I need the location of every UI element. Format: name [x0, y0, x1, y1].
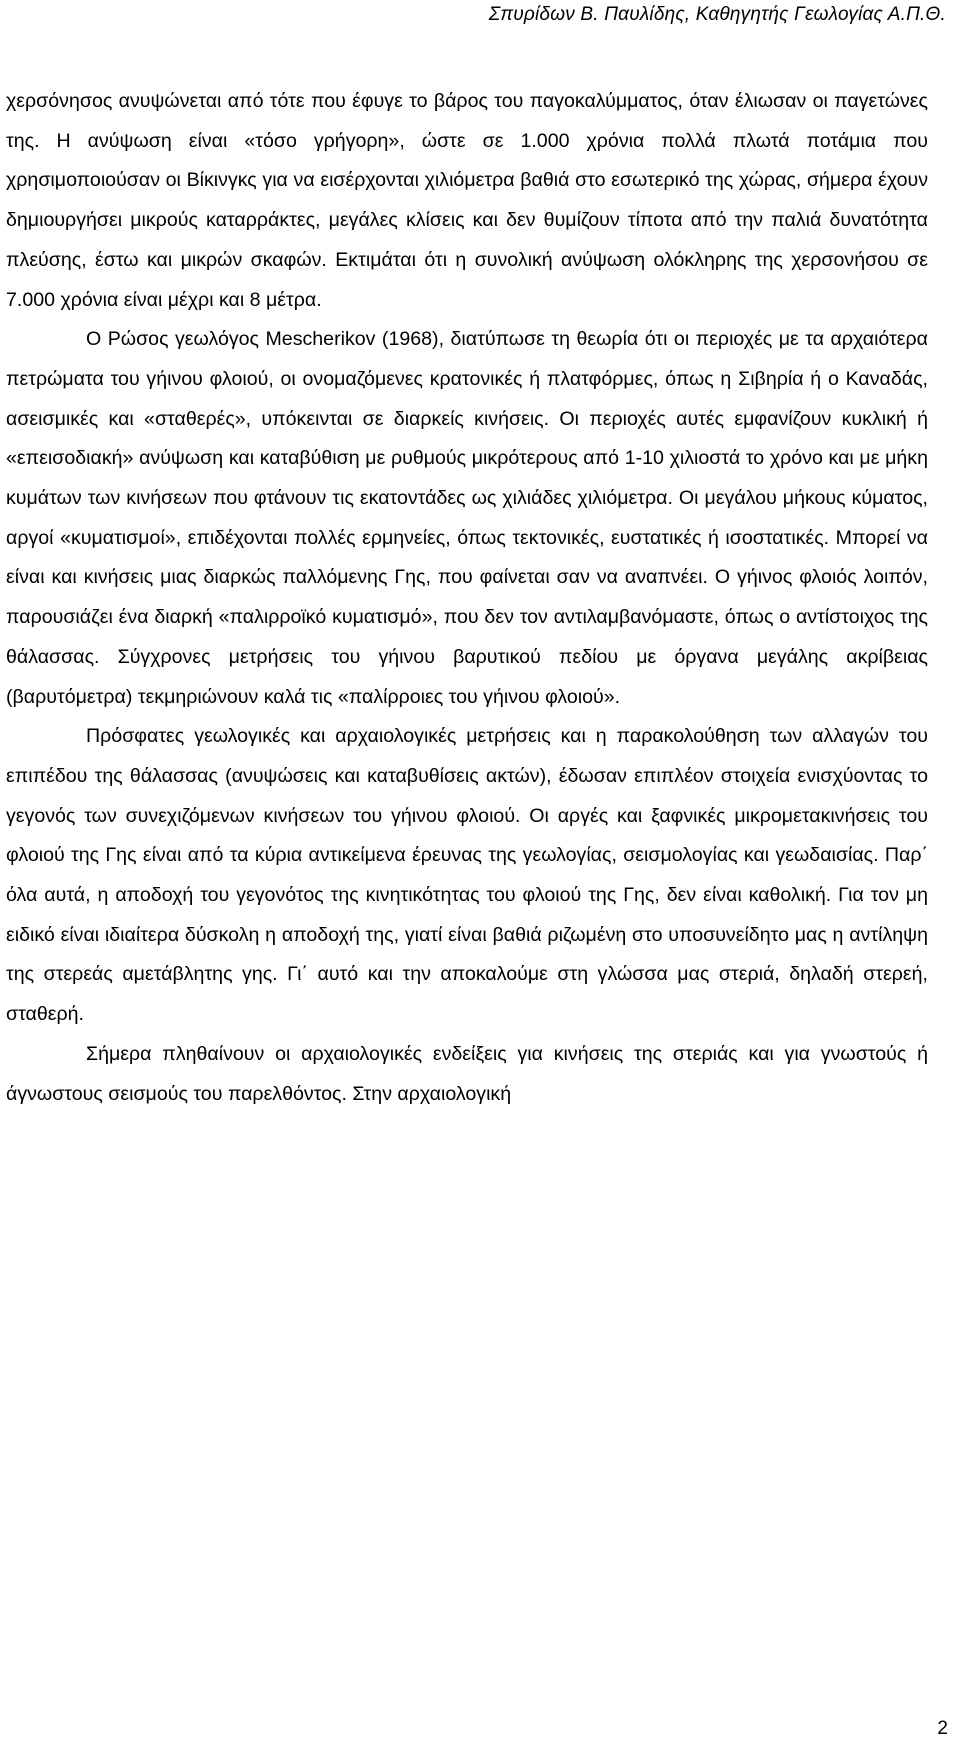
running-header: Σπυρίδων Β. Παυλίδης, Καθηγητής Γεωλογίας Α.Π.Θ. [488, 4, 946, 25]
paragraph-mescherikov: Ο Ρώσος γεωλόγος Mescherikov (1968), διατύπωσε τη θεωρία ότι οι περιοχές με τα αρχαιότερα πετρώματα του γήινου φλοιού, οι ονομαζόμενες κρατονικές ή πλατφόρμες, όπως η Σιβηρία ή ο Καναδάς, ασεισμικές και «σταθερές», υπόκεινται σε διαρκείς κινήσεις. Οι περιοχές αυτές εμφανίζουν κυκλική ή «επεισοδιακή» ανύψωση και καταβύθιση με ρυθμούς μικρότερους από 1-10 χιλιοστά το χρόνο και με μήκη κυμάτων των κινήσεων που φτάνουν τις εκατοντάδες ως χιλιάδες χιλιόμετρα. Οι μεγάλου μήκους κύματος, αργοί «κυματισμοί», επιδέχονται πολλές ερμηνείες, όπως τεκτονικές, ευστατικές ή ισοστατικές. Μπορεί να είναι και κινήσεις μιας διαρκώς παλλόμενης Γης, που φαίνεται σαν να αναπνέει. Ο γήινος φλοιός λοιπόν, παρουσιάζει ένα διαρκή «παλιρροϊκό κυματισμό», που δεν τον αντιλαμβανόμαστε, όπως ο αντίστοιχος της θάλασσας. Σύγχρονες μετρήσεις του γήινου βαρυτικού πεδίου με όργανα μεγάλης ακρίβειας (βαρυτόμετρα) τεκμηριώνουν καλά τις «παλίρροιες του γήινου φλοιού». [6, 328, 928, 708]
paragraph-continuation: χερσόνησος ανυψώνεται από τότε που έφυγε το βάρος του παγοκαλύμματος, όταν έλιωσαν οι παγετώνες της. Η ανύψωση είναι «τόσο γρήγορη», ώστε σε 1.000 χρόνια πολλά πλωτά ποτάμια που χρησιμοποιούσαν οι Βίκινγκς για να εισέρχονται χιλιόμετρα βαθιά στο εσωτερικό της χώρας, σήμερα έχουν δημιουργήσει μικρούς καταρράκτες, μεγάλες κλίσεις και δεν θυμίζουν τίποτα από την παλιά δυνατότητα πλεύσης, έστω και μικρών σκαφών. Εκτιμάται ότι η συνολική ανύψωση ολόκληρης της χερσονήσου σε 7.000 χρόνια είναι μέχρι και 8 μέτρα. [6, 90, 928, 311]
page-number: 2 [937, 1718, 948, 1739]
paragraph-measurements: Πρόσφατες γεωλογικές και αρχαιολογικές μετρήσεις και η παρακολούθηση των αλλαγών του επιπέδου της θάλασσας (ανυψώσεις και καταβυθίσεις ακτών), έδωσαν επιπλέον στοιχεία ενισχύοντας το γεγονός των συνεχιζόμενων κινήσεων του γήινου φλοιού. Οι αργές και ξαφνικές μικρομετακινήσεις του φλοιού της Γης είναι από τα κύρια αντικείμενα έρευνας της γεωλογίας, σεισμολογίας και γεωδαισίας. Παρ΄ όλα αυτά, η αποδοχή του γεγονότος της κινητικότητας του φλοιού της Γης, δεν είναι καθολική. Για τον μη ειδικό είναι ιδιαίτερα δύσκολη η αποδοχή της, γιατί είναι βαθιά ριζωμένη στο υποσυνείδητο μας η αντίληψη της στερεάς αμετάβλητης γης. Γι΄ αυτό και την αποκαλούμε στη γλώσσα μας στεριά, δηλαδή στερεή, σταθερή. [6, 725, 928, 1026]
paragraph-archaeology: Σήμερα πληθαίνουν οι αρχαιολογικές ενδείξεις για κινήσεις της στεριάς και για γνωστούς ή άγνωστους σεισμούς του παρελθόντος. Στην αρχαιολογική [6, 1042, 928, 1105]
body-text [6, 82, 928, 1114]
